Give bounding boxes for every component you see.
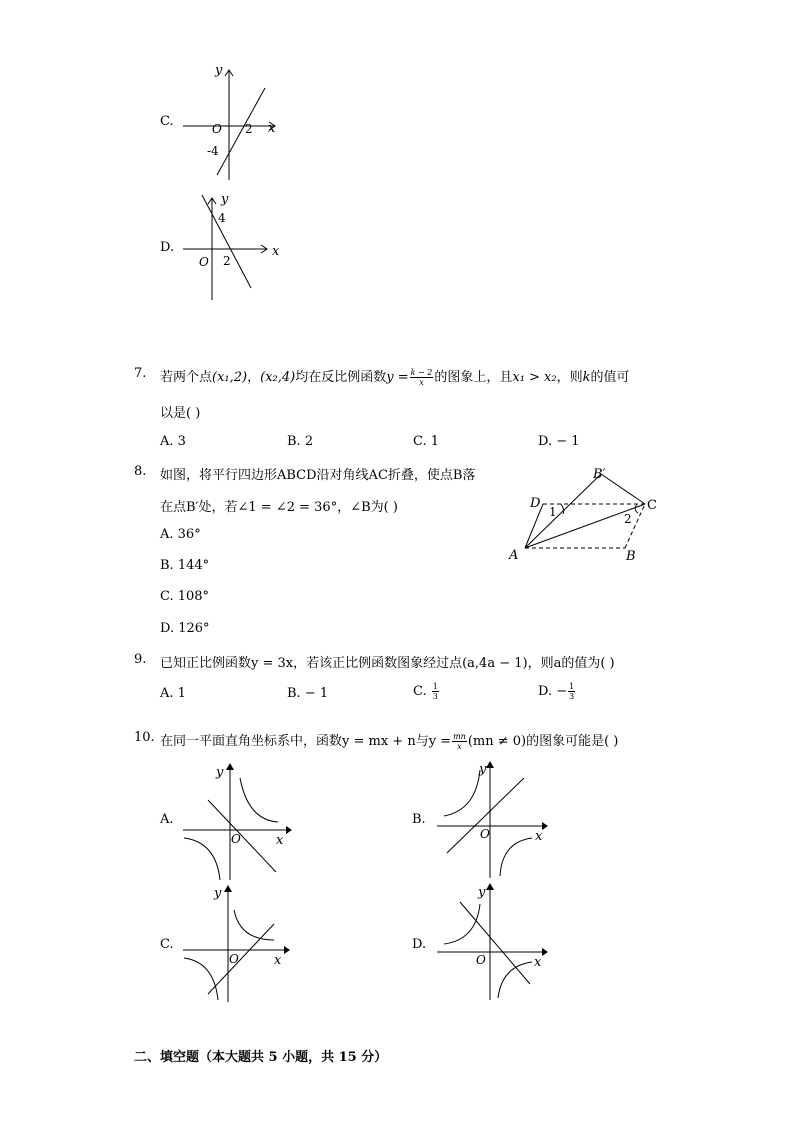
x-label: x [272, 244, 280, 259]
q6-option-c-graph [175, 60, 285, 185]
x-label: x [274, 953, 282, 968]
hyperbola-q1 [234, 910, 274, 940]
q10-frac-den: x [457, 742, 462, 751]
q10-option-b-label: B. [412, 812, 426, 827]
q9-number: 9. [134, 652, 147, 667]
angle-1-label: 1 [549, 505, 557, 519]
hyperbola-q3 [184, 838, 220, 880]
q9-option-d-fraction [568, 682, 575, 701]
y-intercept-label: 4 [218, 211, 226, 225]
q9-option-c [413, 682, 440, 701]
y-label: y [214, 886, 222, 901]
q7-k: k [582, 370, 591, 385]
q10-frac-num: mn [453, 732, 466, 741]
y-label: y [479, 762, 487, 777]
q9-d-num: 1 [569, 682, 575, 691]
q8-option-c: C. 108° [160, 589, 210, 604]
hyperbola-q2 [444, 770, 480, 816]
q10-option-c-label: C. [160, 937, 174, 952]
q7-point1: (x₁,2) [212, 370, 248, 385]
q7-line2: 以是( ) [160, 406, 201, 421]
q7-inequality: x₁ > x₂ [512, 370, 557, 385]
q9-option-d [538, 682, 576, 701]
q7-option-b: B. 2 [287, 434, 314, 449]
hyperbola-q1 [240, 778, 278, 822]
point-b-prime-label: B′ [593, 467, 606, 482]
y-arrow [224, 885, 232, 892]
q8-option-b: B. 144° [160, 558, 210, 573]
q7-point2: (x₂,4) [260, 370, 296, 385]
y-label: y [215, 63, 223, 78]
q10-graph-d [432, 880, 557, 1005]
y-label: y [216, 765, 224, 780]
q10-option-a-label: A. [160, 812, 174, 827]
x-arrow [542, 948, 548, 956]
q7-text-d: ，则 [556, 370, 583, 385]
point-b-label: B [626, 549, 636, 564]
y-arrow [486, 761, 494, 768]
y-intercept-label: -4 [207, 144, 219, 158]
angle-2-arc [635, 504, 638, 513]
q8-line1: 如图，将平行四边形ABCD沿对角线AC折叠，使点B落 [160, 468, 476, 483]
q10-text [160, 730, 618, 751]
function-line [447, 778, 524, 853]
q7-text-b: 均在反比例函数 [295, 370, 387, 385]
hyperbola-q2 [444, 904, 480, 944]
q7-option-d: D. − 1 [538, 434, 580, 449]
q8-option-d: D. 126° [160, 621, 210, 636]
x-arrow [542, 822, 548, 830]
q9-option-a: A. 1 [160, 686, 186, 701]
y-label: y [221, 192, 229, 207]
edge-b-prime-c [601, 474, 645, 504]
q10-fraction [452, 732, 467, 751]
q6-option-c-label: C. [160, 114, 174, 129]
q10-option-d-label: D. [412, 937, 427, 952]
q7-text-e: 的值可 [590, 370, 630, 385]
q8-option-a: A. 36° [160, 527, 201, 542]
q10-text-b: (mn ≠ 0)的图象可能是( ) [467, 734, 619, 749]
q7-fraction [410, 368, 434, 387]
q10-number: 10. [134, 730, 155, 745]
q10-graph-a [178, 760, 298, 885]
function-line [208, 800, 276, 872]
q9-option-c-label: C. [413, 684, 427, 699]
y-arrow [486, 883, 494, 890]
q9-option-b: B. − 1 [287, 686, 329, 701]
x-intercept-label: 2 [223, 254, 231, 268]
x-label: x [535, 829, 543, 844]
point-a-label: A [509, 548, 519, 563]
q7-number: 7. [134, 366, 147, 381]
x-arrow [284, 946, 290, 954]
function-line [208, 924, 274, 994]
origin-label: O [199, 255, 209, 269]
point-d-label: D [530, 496, 541, 511]
x-label: x [268, 121, 276, 136]
q7-comma: ， [247, 370, 261, 385]
origin-label: O [229, 952, 239, 966]
hyperbola-q3 [184, 958, 218, 1000]
angle-2-label: 2 [624, 512, 632, 526]
edge-ab-prime [525, 474, 601, 548]
origin-label: O [212, 122, 222, 136]
diagonal-ac [525, 504, 645, 548]
q7-func: y = [386, 370, 409, 385]
q10-graph-c [178, 882, 298, 1007]
q7-line1 [160, 366, 630, 387]
hyperbola-q4 [500, 838, 532, 876]
y-arrow [226, 763, 234, 770]
q7-option-c: C. 1 [413, 434, 440, 449]
origin-label: O [480, 827, 490, 841]
q9-text: 已知正比例函数y = 3x，若该正比例函数图象经过点(a,4a − 1)，则a的值为( ) [160, 656, 615, 671]
point-c-label: C [647, 498, 657, 513]
q10-graph-b [432, 758, 557, 883]
x-label: x [276, 833, 284, 848]
q7-frac-num: k − 2 [410, 368, 433, 377]
x-arrow [286, 826, 292, 834]
x-intercept-label: 2 [245, 122, 253, 136]
section-2-title: 二、填空题（本大题共 5 小题，共 15 分） [134, 1050, 388, 1065]
x-label: x [534, 955, 542, 970]
q10-text-a: 在同一平面直角坐标系中，函数y = mx + n与y = [160, 734, 452, 749]
function-line [460, 902, 530, 984]
q9-c-den: 3 [432, 692, 438, 701]
function-line [202, 195, 251, 288]
q6-option-d-label: D. [160, 240, 175, 255]
q7-frac-den: x [419, 378, 424, 387]
q9-d-den: 3 [569, 692, 575, 701]
q9-c-num: 1 [432, 682, 438, 691]
function-line [217, 88, 265, 175]
q9-option-d-label: D. − [538, 684, 568, 699]
origin-label: O [476, 953, 486, 967]
q6-option-d-graph [175, 188, 290, 303]
origin-label: O [231, 832, 241, 846]
q8-line2: 在点B′处，若∠1 = ∠2 = 36°，∠B为( ) [160, 500, 398, 515]
q7-text-c: 的图象上，且 [434, 370, 513, 385]
q9-option-c-fraction [432, 682, 439, 701]
q8-number: 8. [134, 464, 147, 479]
q7-option-a: A. 3 [160, 434, 186, 449]
q7-text-a: 若两个点 [160, 370, 213, 385]
y-label: y [478, 885, 486, 900]
q8-parallelogram-figure [505, 462, 675, 567]
